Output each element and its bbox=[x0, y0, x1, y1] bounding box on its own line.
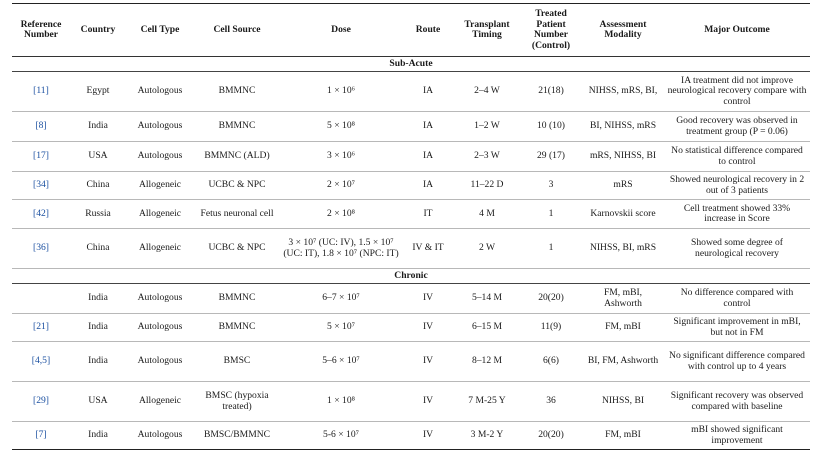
cell-source-cell: Fetus neuronal cell bbox=[194, 200, 280, 229]
table-row bbox=[12, 284, 810, 314]
assessment-cell: NIHSS, BI, mRS bbox=[582, 229, 664, 269]
country-cell: India bbox=[70, 422, 126, 450]
header-dose: Dose bbox=[280, 4, 402, 57]
cell-source-cell: UCBC & NPC bbox=[194, 229, 280, 269]
cell-type-cell: Allogeneic bbox=[126, 200, 194, 229]
assessment-cell: NIHSS, mRS, BI, bbox=[582, 72, 664, 112]
patients-cell: 1 bbox=[520, 229, 582, 269]
assessment-cell: FM, mBI, Ashworth bbox=[582, 284, 664, 314]
outcome-cell: No significant difference compared with control up to 4 years bbox=[664, 342, 810, 382]
patients-cell: 10 (10) bbox=[520, 112, 582, 142]
assessment-cell: BI, FM, Ashworth bbox=[582, 342, 664, 382]
route-cell: IA bbox=[402, 112, 454, 142]
reference-link[interactable]: [17] bbox=[12, 142, 70, 172]
assessment-cell: NIHSS, BI bbox=[582, 382, 664, 422]
timing-cell: 3 M-2 Y bbox=[454, 422, 520, 450]
dose-cell: 3 × 10⁷ (UC: IV), 1.5 × 10⁷ (UC: IT), 1.8 × 10⁷ (NPC: IT) bbox=[280, 229, 402, 269]
outcome-cell: Showed some degree of neurological recovery bbox=[664, 229, 810, 269]
cell-type-cell: Allogeneic bbox=[126, 382, 194, 422]
route-cell: IA bbox=[402, 142, 454, 172]
reference-link[interactable]: [36] bbox=[12, 229, 70, 269]
header-assessment-modality: Assessment Modality bbox=[582, 4, 664, 57]
dose-cell: 5–6 × 10⁷ bbox=[280, 342, 402, 382]
table-row bbox=[12, 342, 810, 382]
section-row-chronic bbox=[12, 269, 810, 284]
header-country: Country bbox=[70, 4, 126, 57]
cell-source-cell: BMMNC bbox=[194, 284, 280, 314]
header-row bbox=[12, 4, 810, 57]
timing-cell: 4 M bbox=[454, 200, 520, 229]
cell-type-cell: Autologous bbox=[126, 422, 194, 450]
cell-source-cell: BMSC bbox=[194, 342, 280, 382]
cell-source-cell: UCBC & NPC bbox=[194, 172, 280, 200]
cell-source-cell: BMMNC (ALD) bbox=[194, 142, 280, 172]
dose-cell: 2 × 10⁷ bbox=[280, 172, 402, 200]
patients-cell: 29 (17) bbox=[520, 142, 582, 172]
route-cell: IV bbox=[402, 284, 454, 314]
route-cell: IT bbox=[402, 200, 454, 229]
section-row-sub-acute bbox=[12, 57, 810, 72]
country-cell: Egypt bbox=[70, 72, 126, 112]
timing-cell: 11–22 D bbox=[454, 172, 520, 200]
header-major-outcome: Major Outcome bbox=[664, 4, 810, 57]
header-treated-patient-number: Treated Patient Number (Control) bbox=[520, 4, 582, 57]
timing-cell: 2 W bbox=[454, 229, 520, 269]
timing-cell: 8–12 M bbox=[454, 342, 520, 382]
table-row bbox=[12, 382, 810, 422]
patients-cell: 6(6) bbox=[520, 342, 582, 382]
dose-cell: 5 × 10⁷ bbox=[280, 314, 402, 342]
cell-type-cell: Autologous bbox=[126, 342, 194, 382]
country-cell: Russia bbox=[70, 200, 126, 229]
patients-cell: 21(18) bbox=[520, 72, 582, 112]
outcome-cell: No difference compared with control bbox=[664, 284, 810, 314]
reference-link[interactable]: [8] bbox=[12, 112, 70, 142]
outcome-cell: Good recovery was observed in treatment group (P = 0.06) bbox=[664, 112, 810, 142]
dose-cell: 2 × 10⁸ bbox=[280, 200, 402, 229]
cell-type-cell: Autologous bbox=[126, 72, 194, 112]
timing-cell: 6–15 M bbox=[454, 314, 520, 342]
route-cell: IV bbox=[402, 342, 454, 382]
dose-cell: 3 × 10⁶ bbox=[280, 142, 402, 172]
patients-cell: 3 bbox=[520, 172, 582, 200]
patients-cell: 1 bbox=[520, 200, 582, 229]
cell-source-cell: BMSC/BMMNC bbox=[194, 422, 280, 450]
dose-cell: 5 × 10⁸ bbox=[280, 112, 402, 142]
section-title: Sub-Acute bbox=[12, 57, 810, 72]
route-cell: IV bbox=[402, 314, 454, 342]
cell-source-cell: BMMNC bbox=[194, 314, 280, 342]
header-reference-number: Reference Number bbox=[12, 4, 70, 57]
patients-cell: 36 bbox=[520, 382, 582, 422]
reference-link[interactable] bbox=[12, 284, 70, 314]
route-cell: IV & IT bbox=[402, 229, 454, 269]
route-cell: IV bbox=[402, 382, 454, 422]
route-cell: IV bbox=[402, 422, 454, 450]
country-cell: India bbox=[70, 342, 126, 382]
table-row bbox=[12, 112, 810, 142]
header-cell-type: Cell Type bbox=[126, 4, 194, 57]
cell-type-cell: Autologous bbox=[126, 284, 194, 314]
assessment-cell: Karnovskii score bbox=[582, 200, 664, 229]
patients-cell: 20(20) bbox=[520, 284, 582, 314]
assessment-cell: FM, mBI bbox=[582, 314, 664, 342]
cell-source-cell: BMMNC bbox=[194, 72, 280, 112]
cell-source-cell: BMMNC bbox=[194, 112, 280, 142]
country-cell: India bbox=[70, 284, 126, 314]
cell-source-cell: BMSC (hypoxia treated) bbox=[194, 382, 280, 422]
route-cell: IA bbox=[402, 72, 454, 112]
outcome-cell: IA treatment did not improve neurological recovery compare with control bbox=[664, 72, 810, 112]
cell-type-cell: Autologous bbox=[126, 142, 194, 172]
outcome-cell: Significant improvement in mBI, but not in FM bbox=[664, 314, 810, 342]
cell-type-cell: Allogeneic bbox=[126, 229, 194, 269]
assessment-cell: FM, mBI bbox=[582, 422, 664, 450]
assessment-cell: BI, NIHSS, mRS bbox=[582, 112, 664, 142]
patients-cell: 20(20) bbox=[520, 422, 582, 450]
header-cell-source: Cell Source bbox=[194, 4, 280, 57]
reference-link[interactable]: [34] bbox=[12, 172, 70, 200]
reference-link[interactable]: [11] bbox=[12, 72, 70, 112]
country-cell: India bbox=[70, 314, 126, 342]
cell-type-cell: Autologous bbox=[126, 112, 194, 142]
table-row bbox=[12, 314, 810, 342]
header-route: Route bbox=[402, 4, 454, 57]
outcome-cell: Showed neurological recovery in 2 out of 3 patients bbox=[664, 172, 810, 200]
country-cell: China bbox=[70, 172, 126, 200]
header-transplant-timing: Transplant Timing bbox=[454, 4, 520, 57]
table-row bbox=[12, 172, 810, 200]
cell-type-cell: Allogeneic bbox=[126, 172, 194, 200]
dose-cell: 6–7 × 10⁷ bbox=[280, 284, 402, 314]
outcome-cell: Significant recovery was observed compared with baseline bbox=[664, 382, 810, 422]
table-row bbox=[12, 200, 810, 229]
country-cell: China bbox=[70, 229, 126, 269]
table-row bbox=[12, 229, 810, 269]
route-cell: IA bbox=[402, 172, 454, 200]
assessment-cell: mRS, NIHSS, BI bbox=[582, 142, 664, 172]
reference-link[interactable]: [21] bbox=[12, 314, 70, 342]
timing-cell: 5–14 M bbox=[454, 284, 520, 314]
reference-link[interactable]: [4,5] bbox=[12, 342, 70, 382]
table-row bbox=[12, 422, 810, 450]
outcome-cell: No statistical difference compared to control bbox=[664, 142, 810, 172]
country-cell: USA bbox=[70, 382, 126, 422]
reference-link[interactable]: [42] bbox=[12, 200, 70, 229]
clinical-trials-table bbox=[12, 3, 810, 450]
table-row bbox=[12, 142, 810, 172]
outcome-cell: Cell treatment showed 33% increase in Score bbox=[664, 200, 810, 229]
timing-cell: 2–4 W bbox=[454, 72, 520, 112]
section-title: Chronic bbox=[12, 269, 810, 284]
cell-type-cell: Autologous bbox=[126, 314, 194, 342]
dose-cell: 1 × 10⁸ bbox=[280, 382, 402, 422]
dose-cell: 5-6 × 10⁷ bbox=[280, 422, 402, 450]
patients-cell: 11(9) bbox=[520, 314, 582, 342]
table-row bbox=[12, 72, 810, 112]
dose-cell: 1 × 10⁶ bbox=[280, 72, 402, 112]
outcome-cell: mBI showed significant improvement bbox=[664, 422, 810, 450]
timing-cell: 7 M-25 Y bbox=[454, 382, 520, 422]
country-cell: USA bbox=[70, 142, 126, 172]
assessment-cell: mRS bbox=[582, 172, 664, 200]
reference-link[interactable]: [7] bbox=[12, 422, 70, 450]
country-cell: India bbox=[70, 112, 126, 142]
timing-cell: 2–3 W bbox=[454, 142, 520, 172]
timing-cell: 1–2 W bbox=[454, 112, 520, 142]
reference-link[interactable]: [29] bbox=[12, 382, 70, 422]
